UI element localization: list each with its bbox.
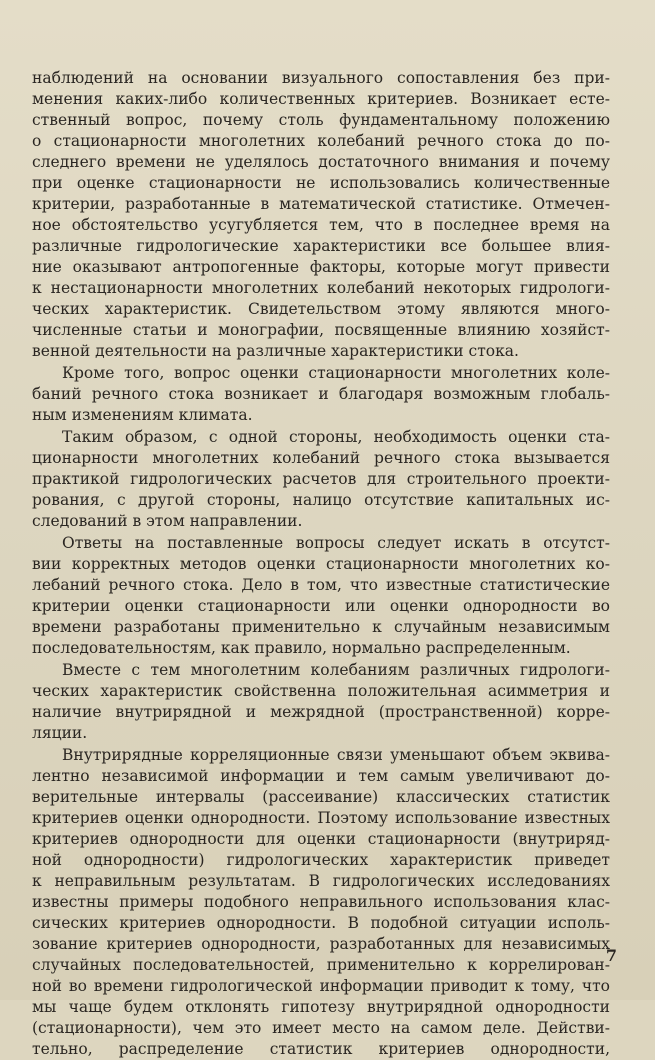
text-line: следований в этом направлении. [32, 512, 303, 530]
text-line: (стационарности), чем это имеет место на самом деле. Действи- [32, 1019, 610, 1037]
text-line: критериев однородности для оценки стационарности (внутриряд- [32, 830, 610, 848]
text-line: сических критериев однородности. В подобной ситуации исполь- [32, 914, 610, 932]
paragraph-first-line: Вместе с тем многолетним колебаниям различных гидрологи- [62, 661, 610, 679]
paragraph-first-line: Ответы на поставленные вопросы следует искать в отсутст- [62, 534, 610, 552]
text-line: критерии оценки стационарности или оценки однородности во [32, 597, 610, 615]
text-line: к неправильным результатам. В гидрологических исследованиях [32, 872, 610, 890]
text-line: времени разработаны применительно к случайным независимым [32, 618, 610, 636]
page-number: 7 [605, 946, 617, 965]
text-line: случайных последовательностей, применительно к коррелирован- [32, 956, 610, 974]
text-line: последовательностям, как правило, нормально распределенным. [32, 639, 571, 657]
text-line: ственный вопрос, почему столь фундаментальному положению [32, 111, 610, 129]
text-line: мы чаще будем отклонять гипотезу внутрирядной однородности [32, 998, 610, 1016]
text-line: известны примеры подобного неправильного использования клас- [32, 893, 610, 911]
text-line: вии корректных методов оценки стационарности многолетних ко- [32, 555, 610, 573]
text-line: ческих характеристик свойственна положительная асимметрия и [32, 682, 610, 700]
text-line: ние оказывают антропогенные факторы, которые могут привести [32, 258, 610, 276]
text-line: при оценке стационарности не использовались количественные [32, 174, 610, 192]
text-line: ной однородности) гидрологических характеристик приведет [32, 851, 610, 869]
text-line: наблюдений на основании визуального сопоставления без при- [32, 69, 610, 87]
paragraph-first-line: Кроме того, вопрос оценки стационарности многолетних коле- [62, 364, 610, 382]
text-line: ционарности многолетних колебаний речного стока вызывается [32, 449, 610, 467]
text-line: численные статьи и монографии, посвященные влиянию хозяйст- [32, 321, 610, 339]
text-line: рования, с другой стороны, налицо отсутствие капитальных ис- [32, 491, 610, 509]
text-line: ляции. [32, 724, 88, 742]
text-line: различные гидрологические характеристики все большее влия- [32, 237, 610, 255]
text-line: баний речного стока возникает и благодаря возможным глобаль- [32, 385, 610, 403]
text-line: ной во времени гидрологической информации приводит к тому, что [32, 977, 610, 995]
text-line: к нестационарности многолетних колебаний некоторых гидрологи- [32, 279, 610, 297]
text-line: лентно независимой информации и тем самым увеличивают до- [32, 767, 610, 785]
text-line: венной деятельности на различные характеристики стока. [32, 342, 519, 360]
text-line: лебаний речного стока. Дело в том, что известные статистические [32, 576, 610, 594]
text-line: тельно, распределение статистик критериев однородности, [32, 1040, 610, 1058]
text-line: ное обстоятельство усугубляется тем, что в последнее время на [32, 216, 610, 234]
text-line: наличие внутрирядной и межрядной (пространственной) корре- [32, 703, 610, 721]
text-line: следнего времени не уделялось достаточного внимания и почему [32, 153, 610, 171]
text-line: ным изменениям климата. [32, 406, 253, 424]
text-line: менения каких-либо количественных критериев. Возникает есте- [32, 90, 610, 108]
text-line: верительные интервалы (рассеивание) классических статистик [32, 788, 610, 806]
paragraph-first-line: Таким образом, с одной стороны, необходимость оценки ста- [62, 428, 610, 446]
text-line: критериев оценки однородности. Поэтому использование известных [32, 809, 610, 827]
text-line: о стационарности многолетних колебаний речного стока до по- [32, 132, 610, 150]
paragraph-first-line: Внутрирядные корреляционные связи уменьшают объем эквива- [62, 746, 610, 764]
text-line: критерии, разработанные в математической статистике. Отмечен- [32, 195, 610, 213]
text-line: зование критериев однородности, разработанных для независимых [32, 935, 610, 953]
text-line: практикой гидрологических расчетов для строительного проекти- [32, 470, 610, 488]
text-line: ческих характеристик. Свидетельством этому являются много- [32, 300, 610, 318]
